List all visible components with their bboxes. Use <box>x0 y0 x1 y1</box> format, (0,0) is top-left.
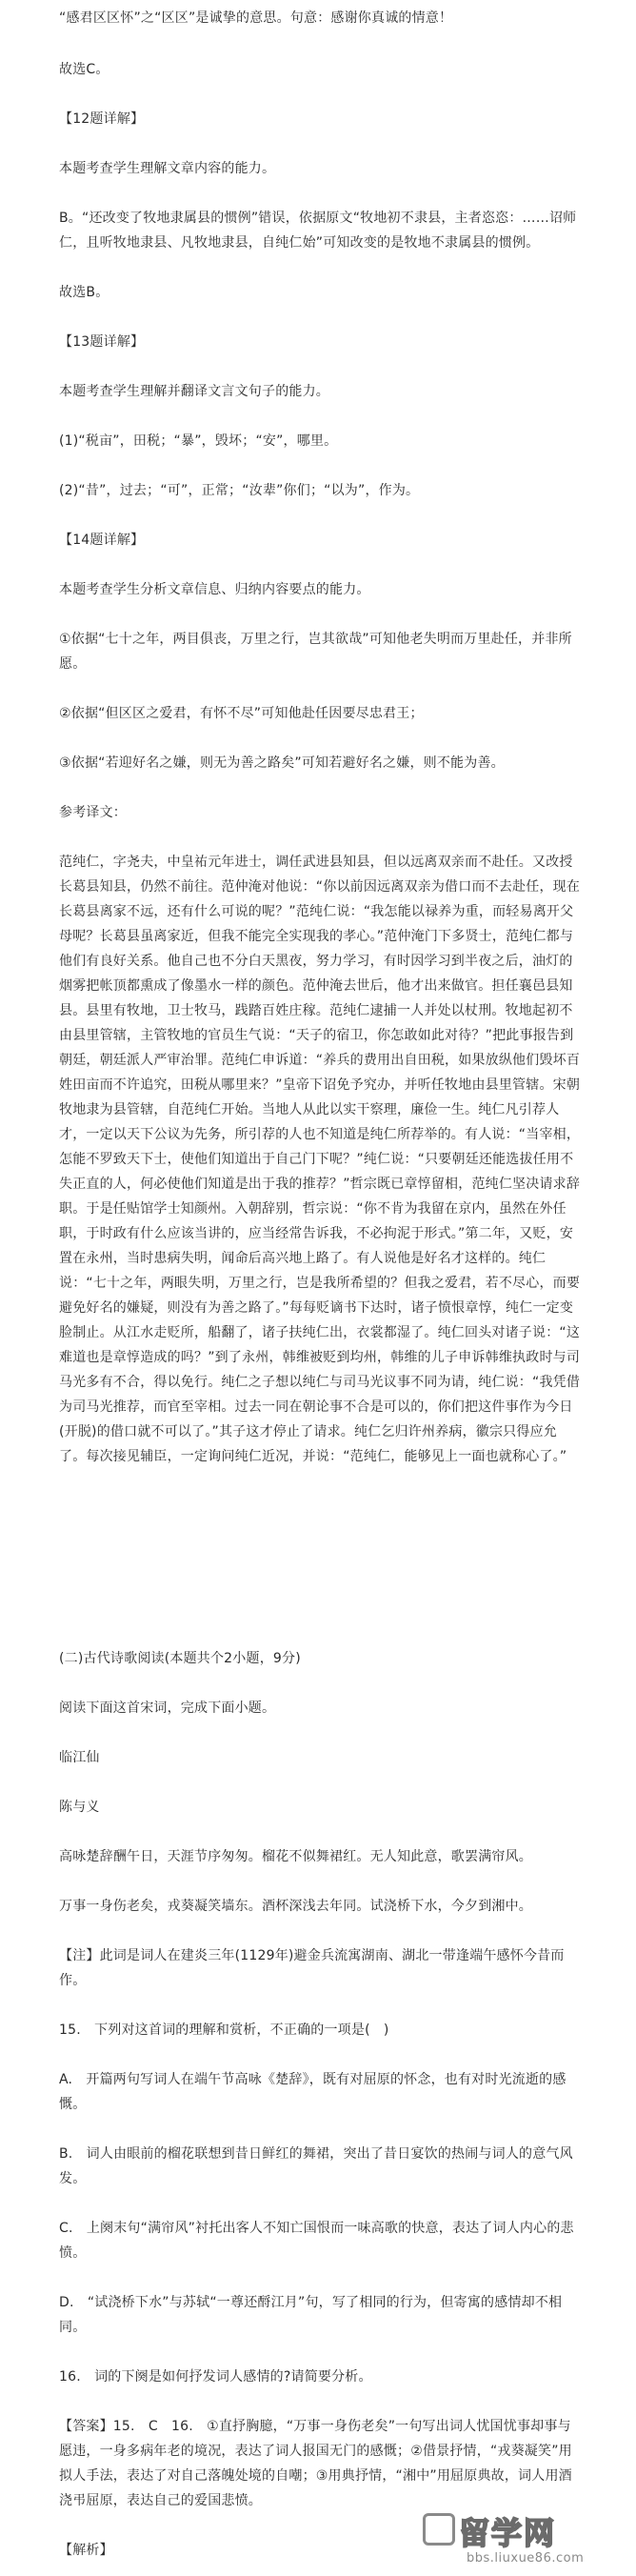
analysis-paragraph: ①依据“七十之年，两目俱丧，万里之行，岂其欲哉”可知他老失明而万里赴任，并非所愿。 <box>59 632 572 672</box>
text-line: 本题考查学生分析文章信息、归纳内容要点的能力。 <box>59 582 370 597</box>
text-line: “感君区区怀”之“区区”是诚挚的意思。句意：感谢你真诚的情意！ <box>59 10 453 26</box>
poem-title: 临江仙 <box>59 1750 100 1765</box>
option-b: B. 词人由眼前的榴花联想到昔日鲜红的舞裙，突出了昔日宴饮的热闹与词人的意气风发。 <box>59 2146 573 2186</box>
option-d: D. “试浇桥下水”与苏轼“一尊还酹江月”句，写了相同的行为，但寄寓的感情却不相同。 <box>59 2295 563 2335</box>
section-heading: (二)古代诗歌阅读(本题共个2小题，9分) <box>59 1651 301 1666</box>
question-16: 16. 词的下阕是如何抒发词人感情的?请简要分析。 <box>59 2369 372 2385</box>
option-c: C. 上阕末句“满帘风”衬托出客人不知亡国恨而一味高歌的快意，表达了词人内心的悲愤。 <box>59 2221 574 2261</box>
poem-line: 万事一身伤老矣，戎葵凝笑墙东。酒杯深浅去年同。试浇桥下水，今夕到湘中。 <box>59 1899 532 1914</box>
watermark-logo-icon <box>423 2513 455 2546</box>
text-line: 本题考查学生理解文章内容的能力。 <box>59 161 276 176</box>
analysis-paragraph: B。“还改变了牧地隶属县的惯例”错误，依据原文“牧地初不隶县，主者恣恣：……诏师仁，且听牧地隶县、凡牧地隶县，自纯仁始”可知改变的是牧地不隶属县的惯例。 <box>59 211 577 251</box>
text-line: ②依据“但区区之爱君，有怀不尽”可知他赴任因要尽忠君王； <box>59 706 424 721</box>
question-15: 15. 下列对这首词的理解和赏析，不正确的一项是( ) <box>59 2023 389 2038</box>
answer-line: 故选B。 <box>59 285 109 300</box>
text-line: ③依据“若迎好名之嫌，则无为善之路矣”可知若避好名之嫌，则不能为善。 <box>59 755 505 771</box>
section-heading: 【14题详解】 <box>59 533 145 548</box>
watermark-title: 留学网 <box>459 2515 557 2551</box>
site-watermark <box>423 2506 623 2568</box>
option-a: A. 开篇两句写词人在端午节高咏《楚辞》，既有对屈原的怀念，也有对时光流逝的感慨。 <box>59 2072 566 2112</box>
poem-note: 【注】此词是词人在建炎三年(1129年)避金兵流寓湖南、湖北一带逢端午感怀今昔而作。 <box>59 1948 565 1988</box>
translation-paragraph: 范纯仁，字尧夫，中皇祐元年进士，调任武进县知县，但以远离双亲而不赴任。又改授长葛县知县，仍然不前往。范仲淹对他说：“你以前因远离双亲为借口而不去赴任，现在长葛县离家不远，还有什么可说的呢？”范纯仁说：“我怎能以禄养为重，而轻易离开父母呢？长葛县虽离家近，但我不能完全实现我的孝心。”范仲淹门下多贤士，范纯仁都与他们有良好关系。他自己也不分白天黑夜，努力学习，有时因学习到半夜之后，油灯的烟雾把帐顶都熏成了像墨水一样的颜色。范仲淹去世后，他才出来做官。担任襄邑县知县。县里有牧地，卫士牧马，践踏百姓庄稼。范纯仁逮捕一人并处以杖刑。牧地起初不由县里管辖，主管牧地的官员生气说：“天子的宿卫，你怎敢如此对待？”把此事报告到朝廷，朝廷派人严审治罪。范纯仁申诉道：“养兵的费用出自田税，如果放纵他们毁坏百姓田亩而不许追究，田税从哪里来？”皇帝下诏免予究办，并听任牧地由县里管辖。宋朝牧地隶为县管辖，自范纯仁开始。当地人从此以实干察理，廉俭一生。纯仁凡引荐人才，一定以天下公议为先务，所引荐的人也不知道是纯仁所荐举的。有人说：“当宰相，怎能不罗致天下士，使他们知道出于自己门下呢？”纯仁说：“只要朝廷还能选拔任用不失正直的人，何必使他们知道是出于我的推荐？”哲宗既已章惇留相，范纯仁坚决请求辞职。于是任贴馆学士知颜州。入朝辞别，哲宗说：“你不肯为我留在京内，虽然在外任职，于时政有什么应该当讲的，应当经常告诉我，不必拘泥于形式。”第二年，又贬，安置在永州，当时患病失明，闻命后高兴地上路了。有人说他是好名才这样的。纯仁说：“七十之年，两眼失明，万里之行，岂是我所希望的？但我之爱君，若不尽心，而要避免好名的嫌疑，则没有为善之路了。”每每贬谪书下达时，诸子愤恨章惇，纯仁一定变脸制止。从江水走贬所，船翻了，诸子扶纯仁出，衣裳都湿了。纯仁回头对诸子说：“这难道也是章惇造成的吗？”到了永州，韩维被贬到均州，韩维的儿子申诉韩维执政时与司马光多有不合，得以免行。纯仁之子想以纯仁与司马光议事不同为请，纯仁说：“我凭借为司马光推荐，而官至宰相。过去一同在朝论事不合是可以的，你们把这件事作为今日(开脱)的借口就不可以了。”其子这才停止了请求。纯仁乞归许州养病，徽宗只得应允了。每次接见辅臣，一定询问纯仁近况，并说：“范纯仁，能够见上一面也就称心了。” <box>59 855 581 1464</box>
text-line: (1)“税亩”，田税；“暴”，毁坏；“安”，哪里。 <box>59 433 338 449</box>
text-line: 阅读下面这首宋词，完成下面小题。 <box>59 1701 276 1716</box>
section-heading: 【12题详解】 <box>59 111 145 127</box>
text-line: 本题考查学生理解并翻译文言文句子的能力。 <box>59 384 329 399</box>
translation-heading: 参考译文： <box>59 805 127 820</box>
answer-paragraph: 【答案】15. C 16. ①直抒胸臆，“万事一身伤老矣”一句写出词人忧国忧事却事与愿违，一身多病年老的境况，表达了词人报国无门的感慨；②借景抒情，“戎葵凝笑”用拟人手法，表达了对自己落魄处境的自嘲；③用典抒情，“湘中”用屈原典故，词人用酒浇弔屈原，表达自己的爱国悲愤。 <box>59 2419 572 2508</box>
analysis-heading: 【解析】 <box>59 2543 113 2558</box>
section-heading: 【13题详解】 <box>59 334 145 350</box>
poem-author: 陈与义 <box>59 1800 100 1815</box>
answer-line: 故选C。 <box>59 62 109 77</box>
text-line: (2)“昔”，过去；“可”，正常；“汝辈”你们；“以为”，作为。 <box>59 483 420 498</box>
watermark-url: bbs.liuxue86.com <box>467 2551 585 2566</box>
poem-line: 高咏楚辞酬午日，天涯节序匆匆。榴花不似舞裙红。无人知此意，歌罢满帘风。 <box>59 1849 532 1864</box>
